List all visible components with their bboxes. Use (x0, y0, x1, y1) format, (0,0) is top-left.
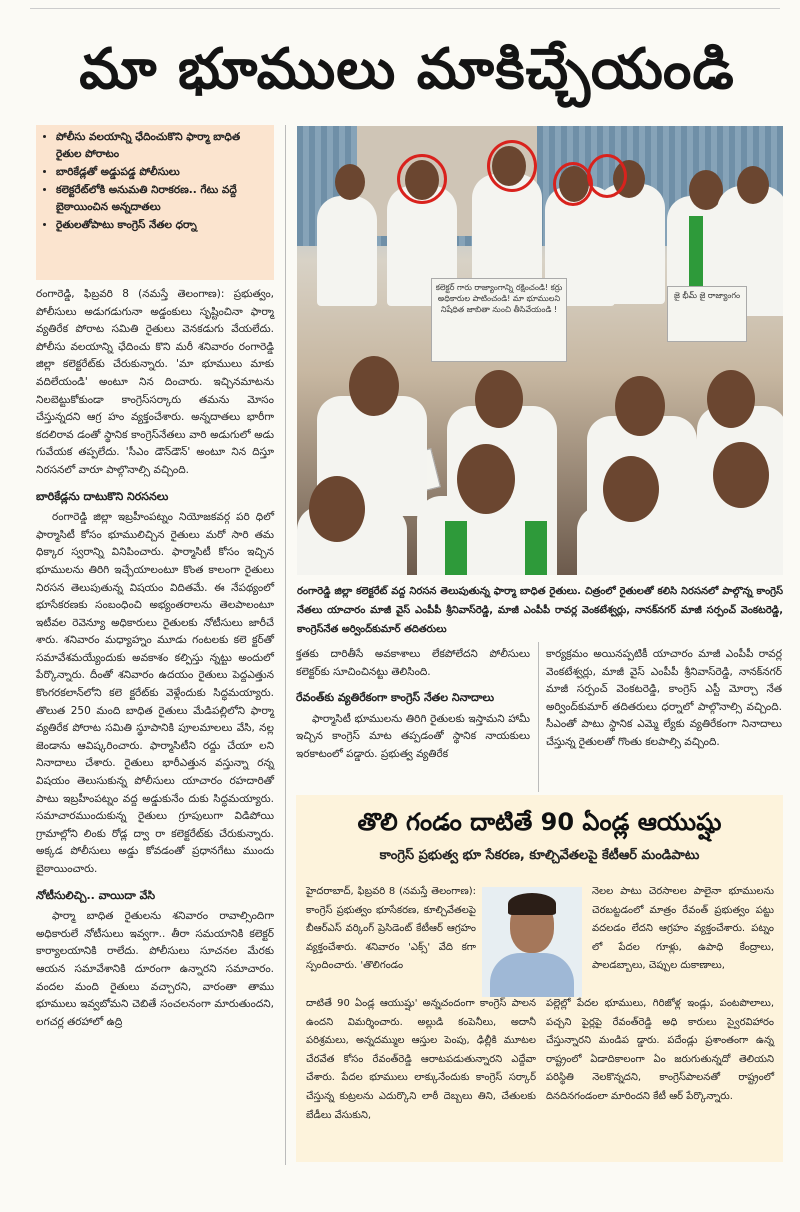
photo-figure-head (713, 442, 769, 508)
photo-figure-head (349, 356, 399, 416)
column-divider (285, 125, 286, 1165)
photo-figure (317, 196, 377, 306)
ktr-story-column (592, 883, 774, 976)
highlight-circle (587, 154, 627, 198)
highlight-item: • రైతులతోపాటు కాంగ్రెస్ నేతల ధర్నా (56, 217, 268, 234)
article-paragraph: నెలల పాటు చెరసాలల పాలైనా భూములను చెరబట్టడంలో మాత్రం రేవంత్ ప్రభుత్వం పట్టు వదలడం లేదని ఆగ్రహం వ్యక్తంచేశారు. పట్నం లో పేదల గూళ్లు, ఉపాధి కేంద్రాలు, పాలడబ్బాలు, చెప్పుల దుకాణాలు, (592, 886, 774, 972)
article-paragraph: ఫార్మాసిటీ భూములను తిరిగి రైతులకు ఇస్తామని హామీ ఇచ్చిన కాంగ్రెస్ మాట తప్పడంతో స్థానిక నాయకులు ఇరకాటంలో పడ్డారు. ప్రభుత్వ వ్యతిరేక (296, 712, 530, 760)
photo-figure-head (309, 476, 365, 542)
top-rule (30, 0, 780, 9)
article-paragraph: ఫార్మా బాధిత రైతులను శనివారం రావాల్సిందిగా అధికారులే నోటీసులు ఇవ్వగా.. తీరా సమయానికి కలెక్టర్ కార్యాలయానికి రాలేదు. పోలీసులు సూచనల మేరకు ఆయన సమావేశానికి దూరంగా ఉన్నారని సమాచారం. వందల మంది రైతులు వచ్చారని, వారంతా తాము భూములు ఇవ్వబోమని చెబితే సంచలనంగా మారుతుందని, లగచర్ల తరహాలో ఉద్రి (36, 910, 274, 1028)
article-paragraph: పల్లెల్లో పేదల భూములు, గిరిజోళ్ల ఇండ్లు, పంటపొలాలు, పచ్చని పైర్లపై రేవంత్‌రెడ్డి అధి కారులు స్వైరవిహారం చేస్తున్నారని మండిప డ్డారు. పదేండ్లు ప్రశాంతంగా ఉన్న రాష్ట్రంలో ఏడాదికాలంగా ఏం జరుగుతున్నదో తెలియని పరిస్థితి నెలకొన్నదని, కాంగ్రెస్‌పాలనతో రాష్ట్రంలో దినదినగండంలా మారిందని కేటీ ఆర్ పేర్కొన్నారు. (546, 998, 774, 1102)
protest-placard: జై భీమ్ జై రాజ్యాంగం (667, 286, 747, 342)
photo-figure-head (615, 376, 665, 436)
highlight-item: • పోలీసు వలయాన్ని ఛేదించుకొని ఫార్మా బాధిత రైతుల పోరాటం (56, 129, 268, 163)
article-paragraph: రంగారెడ్డి, ఫిబ్రవరి 8 (నమస్తే తెలంగాణ): ప్రభుత్వం, పోలీసులు అడుగడుగునా అడ్డంకులు సృష్టించినా ఫార్మా వ్యతిరేక పోరాట సమితి రైతులు వెనకడుగు వేయలేదు. పోలీసు వలయాన్ని ఛేదించు కొని మరీ శనివారం రంగారెడ్డి జిల్లా కలెక్టరేట్‌కు చేరుకున్నారు. 'మా భూములు మాకు వదిలేయండి' అంటూ నిన దించారు. ఇచ్చినమాటను నిలబెట్టుకోకుండా కాంగ్రెస్‌సర్కారు తమను మోసం చేస్తున్నదని ఆగ్ర హం వ్యక్తంచేశారు. అన్నదాతలు భారీగా కదలిరావ డంతో స్థానిక కాంగ్రెస్‌నేతలు వారి అడుగులో అడు గువేయక తప్పలేదు. 'సీఎం డౌన్‌డౌన్' అంటూ నిన దిస్తూ నిరసనలో వారూ పాల్గొనాల్సి వచ్చింది. (36, 288, 274, 476)
portrait-shirt (490, 953, 574, 997)
photo-figure-head (335, 164, 365, 200)
ktr-story-subheadline: కాంగ్రెస్ ప్రభుత్వ భూ సేకరణ, కూల్చివేతలపై కేటీఆర్ మండిపాటు (379, 848, 700, 863)
photo-figure-head (603, 456, 659, 522)
photo-green-scarf (445, 521, 467, 575)
ktr-story-box (296, 795, 783, 1162)
article-paragraph: కార్యక్రమం అయినప్పటికీ యాచారం మాజీ ఎంపీపీ రావర్ల వెంకటేశ్వర్లు, మాజీ వైస్ ఎంపీపీ శ్రీనివాస్‌రెడ్డి, నానక్‌నగర్ మాజీ సర్పంచ్ వెంకటరెడ్డి, కాంగ్రెస్ ఎస్టీ మోర్చా నేత అర్వింద్‌కుమార్ తదితరులు ధర్నాలో పాల్గొనాల్సి వచ్చింది. సీఎంతో పాటు స్థానిక ఎమ్మె ల్యేకు వ్యతిరేకంగా నినాదాలు చేస్తున్న రైతులతో గొంతు కలపాల్సి వచ్చింది. (546, 648, 782, 748)
article-paragraph: క్తతకు దారితీసే అవకాశాలు లేకపోలేదని పోలీసులు కలెక్టర్‌కు సూచించినట్టు తెలిసింది. (296, 648, 530, 678)
highlight-circle (487, 140, 537, 192)
middle-column (296, 646, 530, 764)
photo-figure-head (737, 166, 769, 204)
photo-green-scarf (689, 216, 703, 296)
article-paragraph: హైదరాబాద్, ఫిబ్రవరి 8 (నమస్తే తెలంగాణ): కాంగ్రెస్ ప్రభుత్వం భూసేకరణ, కూల్చివేతలపై బీఆర్‌ఎస్ వర్కింగ్ ప్రెసిడెంట్ కేటీఆర్ ఆగ్రహం వ్యక్తంచేశారు. శనివారం 'ఎక్స్' వేది కగా స్పందించారు. 'తొలిగండం (306, 886, 476, 972)
photo-figure-head (457, 444, 515, 514)
section-subhead: నోటీసులిచ్చి.. వాయిదా వేసి (36, 888, 156, 902)
ktr-story-column (306, 883, 476, 976)
protest-photo (297, 126, 783, 575)
right-column (546, 646, 782, 752)
article-paragraph: రంగారెడ్డి జిల్లా ఇబ్రహీంపట్నం నియోజకవర్గ పరి ధిలో ఫార్మాసిటీ కోసం భూములిచ్చిన రైతులు మరో సారి తమ ధిక్కార స్వరాన్ని వినిపించారు. ఫార్మాసిటీ కోసం ఇచ్చిన భూములను తిరిగి ఇచ్చేయాలంటూ కొంత కాలంగా రైతులు నిరసన తెలుపుతున్న విషయం విదితమే. ఈ నేపథ్యంలో భూసేకరణకు సంబంధించి అభ్యంతరాలను తెలపాలంటూ ఇటీవల రెవెన్యూ అధికారులు రైతులకు నోటీసులు జారీచే శారు. శనివారం మధ్యాహ్నం మూడు గంటలకు కలె క్టర్‌తో సమావేశమయ్యేందుకు అవకాశం కల్పిస్తు న్నట్టు అందులో పేర్కొన్నారు. దీంతో శనివారం ఉదయం రైతులు పెద్దఎత్తున కొంగరకలాన్‌లోని కలె క్టరేట్‌కు వెళ్లేందుకు సిద్ధమయ్యారు. తొలుత 250 మంది బాధిత రైతులు మేడిపల్లిలోని ఫార్మా వ్యతిరేక పోరాట సమితి స్థూపానికి పూలమాలలు వేసి, నల్ల జెండాను ఆవిష్కరించారు. ఫార్మాసిటీని రద్దు చేయా లని నినాదాలు చేశారు. రైతులు భారీఎత్తున వస్తున్నా రన్న విషయం తెలుసుకున్న పోలీసులు యాచారం రహదారితో పాటు ఇబ్రహీంపట్నం వద్ద అడ్డుకునేం దుకు సిద్ధమయ్యారు. సమాచారముందుకున్న రైతులు గ్రూపులుగా విడిపోయి గ్రామాల్లోని లింకు రోడ్ల ద్వా రా కలెక్టరేట్‌కు చేరుకున్నారు. అక్కడ పోలీసులు అడ్డు కోవడంతో ప్రధానగేటు ముందు బైఠాయించారు. (36, 511, 274, 875)
photo-caption: రంగారెడ్డి జిల్లా కలెక్టరేట్ వద్ద నిరసన తెలుపుతున్న ఫార్మా బాధిత రైతులు. చిత్రంలో రైతులతో కలిసి నిరసనలో పాల్గొన్న కాంగ్రెస్ నేతలు యాచారం మాజీ వైస్ ఎంపీపీ శ్రీనివాస్‌రెడ్డి, మాజీ ఎంపీపీ రావర్ల వెంకటేశ్వర్లు, నానక్‌నగర్ మాజీ సర్పంచ్ వెంకటరెడ్డి, కాంగ్రెస్‌నేత అర్వింద్‌కుమార్ తదితరులు (297, 586, 783, 635)
article-paragraph: దాటితే 90 ఏండ్ల ఆయుష్షు' అన్నచందంగా కాంగ్రెస్ పాలన ఉందని విమర్శించారు. అల్లుడి కంపెనీలు, అదానీ పరిశ్రమలు, అన్నదమ్ముల ఆస్తుల పెంపు, ఢిల్లీకి మూటల చేరవేత కోసం రేవంత్‌రెడ్డి ఆరాటపడుతున్నారని ఎద్దేవా చేశారు. పేదల భూములు లాక్కునేందుకు కాంగ్రెస్ సర్కార్ చేస్తున్న కుట్రలను ఎదుర్కొని లాఠీ దెబ్బలు తిని, చేతులకు బేడీలు వేసుకుని, (306, 998, 536, 1121)
ktr-portrait (482, 887, 582, 997)
photo-figure-head (475, 370, 523, 428)
page-headline: మా భూములు మాకిచ్చేయండి (79, 37, 735, 102)
highlight-circle (397, 154, 447, 204)
photo-figure-head (707, 370, 755, 428)
highlight-item: • కలెక్టరేట్‌లోకి అనుమతి నిరాకరణ.. గేటు వద్దే బైఠాయించిన అన్నదాతలు (56, 182, 268, 216)
portrait-hair (508, 893, 556, 915)
section-subhead: బారికేడ్లను దాటుకొని నిరసనలు (36, 489, 169, 503)
section-subhead: రేవంత్‌కు వ్యతిరేకంగా కాంగ్రెస్ నేతల నినాదాలు (296, 691, 495, 705)
highlights-box (36, 125, 274, 280)
left-column (36, 286, 274, 1031)
ktr-story-headline: తొలి గండం దాటితే 90 ఏండ్ల ఆయుష్షు (357, 808, 722, 836)
ktr-story-column (306, 995, 536, 1125)
highlight-item: • బారికేడ్లతో అడ్డుపడ్డ పోలీసులు (56, 164, 268, 181)
column-divider (538, 642, 539, 792)
photo-green-scarf (525, 521, 547, 575)
photo-figure (597, 184, 665, 304)
ktr-story-column (546, 995, 774, 1107)
protest-placard: కలెక్టర్ గారు రాజ్యాంగాన్ని రక్షించండి! కర్రు అధికారుల పాటించండి! మా భూములని నిషేధిత జాబితా నుంచి తీసివేయండి ! (431, 278, 567, 362)
